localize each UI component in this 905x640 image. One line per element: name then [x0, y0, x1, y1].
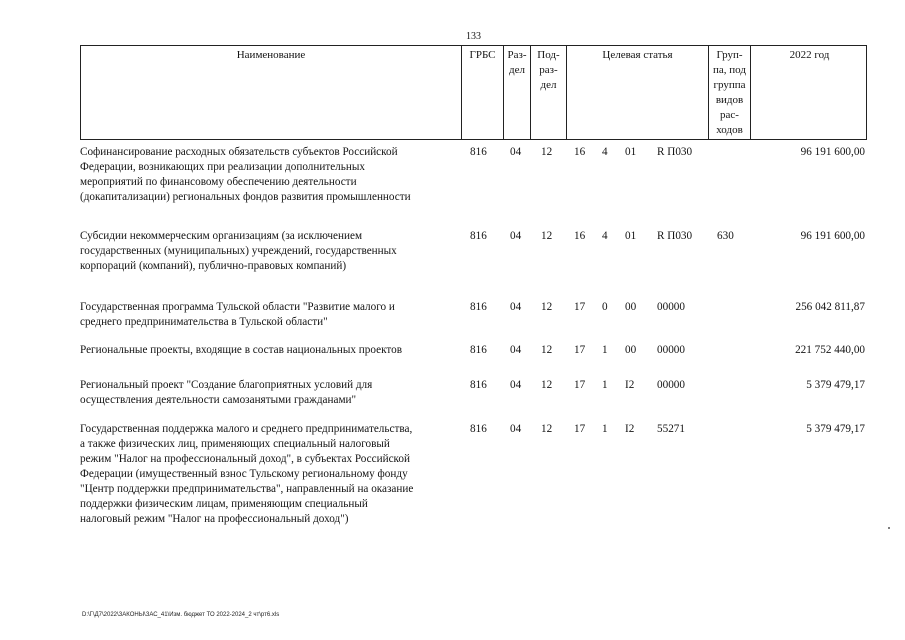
cell-grbs: 816 — [470, 301, 487, 313]
cell-grbs: 816 — [470, 423, 487, 435]
cell-grbs: 816 — [470, 146, 487, 158]
cell-razdel: 04 — [510, 230, 522, 242]
row-name-line: осуществления деятельности самозанятыми гражданами" — [80, 394, 357, 406]
cell-podrazdel: 12 — [541, 230, 553, 242]
cell-sum-2022: 221 752 440,00 — [795, 344, 865, 356]
row-name-line: среднего предпринимательства в Тульской области" — [80, 316, 328, 328]
header-podrazdel-line: раз- — [539, 64, 558, 76]
header-grbs-label: ГРБС — [469, 49, 496, 61]
header-grbs — [461, 46, 503, 139]
row-name-line: (докапитализации) региональных фондов развития промышленности — [80, 191, 411, 203]
cell-podrazdel: 12 — [541, 344, 553, 356]
cell-razdel: 04 — [510, 301, 522, 313]
cell-target-subprogram: 1 — [602, 423, 608, 435]
header-razdel — [503, 46, 530, 139]
cell-target-direction: 00000 — [657, 379, 685, 391]
row-name-line: Государственная поддержка малого и среднего предпринимательства, — [80, 423, 413, 435]
row-name — [80, 422, 460, 527]
table-header — [80, 45, 867, 140]
row-name-line: режим "Налог на профессиональный доход", в субъектах Российской — [80, 453, 410, 465]
cell-target-subprogram: 0 — [602, 301, 608, 313]
cell-target-program: 17 — [574, 423, 586, 435]
cell-target-event: I2 — [625, 423, 635, 435]
cell-grbs: 816 — [470, 344, 487, 356]
header-group-line: ходов — [716, 124, 743, 136]
row-name-line: поддержки физическим лицам, применяющим специальный — [80, 498, 368, 510]
cell-target-program: 17 — [574, 344, 586, 356]
row-name-line: налоговый режим "Налог на профессиональный доход") — [80, 513, 349, 525]
header-target-article-label: Целевая статья — [602, 49, 673, 61]
header-group-line: па, под — [713, 64, 746, 76]
header-group-line: рас- — [720, 109, 739, 121]
header-group-line: группа — [713, 79, 746, 91]
header-podrazdel-line: дел — [540, 79, 557, 91]
header-year-label: 2022 год — [789, 49, 830, 61]
row-name-line: Региональные проекты, входящие в состав национальных проектов — [80, 344, 402, 356]
header-target-article — [566, 46, 708, 139]
cell-sum-2022: 256 042 811,87 — [795, 301, 865, 313]
cell-sum-2022: 5 379 479,17 — [806, 423, 865, 435]
cell-target-event: 00 — [625, 301, 637, 313]
cell-razdel: 04 — [510, 344, 522, 356]
header-year — [750, 46, 868, 139]
cell-target-direction: 00000 — [657, 301, 685, 313]
cell-target-program: 16 — [574, 146, 586, 158]
row-name — [80, 229, 460, 274]
cell-target-direction: R П030 — [657, 146, 693, 158]
cell-podrazdel: 12 — [541, 423, 553, 435]
header-name-label: Наименование — [236, 49, 306, 61]
row-name-line: Субсидии некоммерческим организациям (за исключением — [80, 230, 363, 242]
cell-target-subprogram: 1 — [602, 379, 608, 391]
cell-target-event: 01 — [625, 230, 637, 242]
cell-target-program: 16 — [574, 230, 586, 242]
cell-target-event: 01 — [625, 146, 637, 158]
row-name-line: Федерации (имущественный взнос Тульскому региональному фонду — [80, 468, 408, 480]
cell-target-event: 00 — [625, 344, 637, 356]
row-name-line: Региональный проект "Создание благоприятных условий для — [80, 379, 373, 391]
cell-expense-type: 630 — [717, 230, 734, 242]
cell-podrazdel: 12 — [541, 301, 553, 313]
cell-target-direction: 55271 — [657, 423, 685, 435]
cell-target-direction: 00000 — [657, 344, 685, 356]
cell-target-program: 17 — [574, 301, 586, 313]
row-name-line: а также физических лиц, применяющих специальный налоговый — [80, 438, 390, 450]
row-name-line: мероприятий по финансовому обеспечению деятельности — [80, 176, 357, 188]
row-name — [80, 300, 460, 330]
cell-razdel: 04 — [510, 379, 522, 391]
cell-razdel: 04 — [510, 146, 522, 158]
row-name — [80, 145, 460, 205]
cell-target-event: I2 — [625, 379, 635, 391]
cell-target-subprogram: 1 — [602, 344, 608, 356]
cell-razdel: 04 — [510, 423, 522, 435]
header-group-line: Груп- — [716, 49, 743, 61]
header-razdel-line: Раз- — [507, 49, 527, 61]
file-path-footer: D:\Г\Д7\2022\ЗАКОНЫ\ЗАС_41\Изм. бюджет ТО 2022-2024_2 чт\рт6.xls — [82, 612, 280, 618]
page-number: 133 — [466, 31, 481, 42]
cell-target-direction: R П030 — [657, 230, 693, 242]
cell-podrazdel: 12 — [541, 379, 553, 391]
header-group-line: видов — [715, 94, 744, 106]
cell-target-subprogram: 4 — [602, 230, 608, 242]
header-name — [81, 46, 461, 139]
header-podrazdel-line: Под- — [537, 49, 560, 61]
header-group — [708, 46, 750, 139]
cell-sum-2022: 96 191 600,00 — [800, 230, 865, 242]
row-name-line: Федерации, возникающих при реализации дополнительных — [80, 161, 365, 173]
cell-grbs: 816 — [470, 230, 487, 242]
row-name-line: корпораций (компаний), публично-правовых компаний) — [80, 260, 347, 272]
row-name — [80, 378, 460, 408]
cell-grbs: 816 — [470, 379, 487, 391]
row-name-line: Государственная программа Тульской области "Развитие малого и — [80, 301, 395, 313]
header-podrazdel — [530, 46, 566, 139]
cell-target-program: 17 — [574, 379, 586, 391]
cell-sum-2022: 96 191 600,00 — [800, 146, 865, 158]
row-name-line: государственных (муниципальных) учреждений, государственных — [80, 245, 397, 257]
row-name — [80, 343, 460, 358]
scan-speck — [888, 527, 890, 529]
row-name-line: Софинансирование расходных обязательств субъектов Российской — [80, 146, 398, 158]
cell-podrazdel: 12 — [541, 146, 553, 158]
header-razdel-line: дел — [509, 64, 525, 76]
row-name-line: "Центр поддержки предпринимательства", направленный на оказание — [80, 483, 414, 495]
cell-sum-2022: 5 379 479,17 — [806, 379, 865, 391]
cell-target-subprogram: 4 — [602, 146, 608, 158]
